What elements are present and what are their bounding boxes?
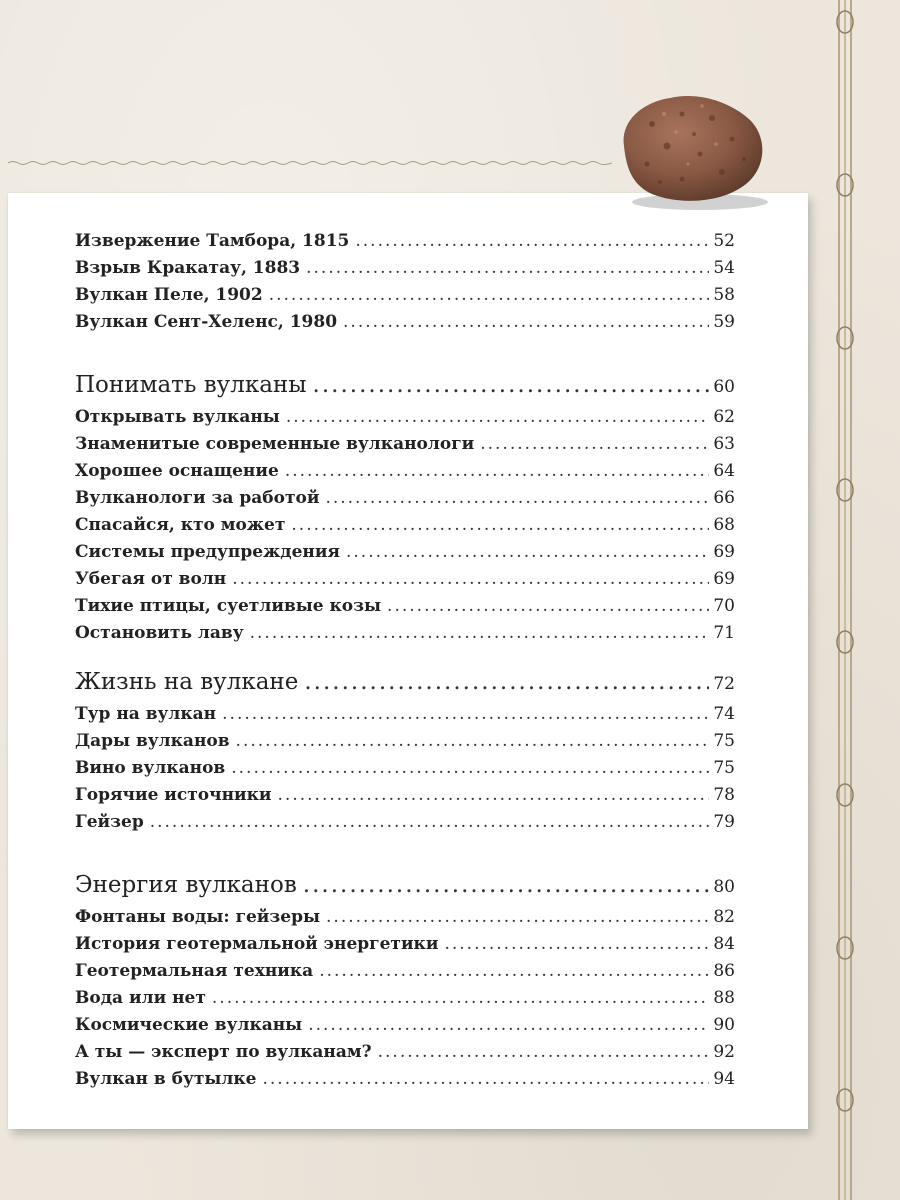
toc-entry[interactable]: [75, 566, 735, 593]
dot-leader: [236, 728, 710, 755]
toc-entry-title: История геотермальной энергетики: [75, 934, 439, 954]
dot-leader: [232, 566, 709, 593]
toc-entry-page: 59: [713, 312, 735, 332]
toc-entry[interactable]: [75, 512, 735, 539]
toc-entry-title: Геотермальная техника: [75, 961, 314, 981]
toc-entry[interactable]: [75, 620, 735, 647]
dot-leader: [303, 872, 710, 899]
toc-entry[interactable]: [75, 755, 735, 782]
toc-entry-page: 79: [713, 812, 735, 832]
toc-entry-page: 75: [713, 731, 735, 751]
toc-entry-title: Системы предупреждения: [75, 542, 340, 562]
toc-entry-page: 86: [713, 961, 735, 981]
toc-entry-title: Фонтаны воды: гейзеры: [75, 907, 321, 927]
toc-entry-title: Дары вулканов: [75, 731, 230, 751]
toc-entry-page: 69: [713, 542, 735, 562]
toc-chapter-heading[interactable]: [75, 372, 735, 404]
dot-leader: [285, 458, 710, 485]
dot-leader: [286, 404, 710, 431]
toc-entry[interactable]: [75, 701, 735, 728]
dot-leader: [308, 1012, 709, 1039]
dot-leader: [444, 931, 709, 958]
toc-entry-title: Вулкан в бутылке: [75, 1069, 257, 1089]
dot-leader: [269, 282, 710, 309]
toc-entry-title: Вулкан Пеле, 1902: [75, 285, 263, 305]
toc-chapter-page: 72: [713, 674, 735, 694]
toc-entry-title: Знаменитые современные вулканологи: [75, 434, 475, 454]
dot-leader: [306, 255, 709, 282]
toc-chapter-page: 60: [713, 377, 735, 397]
dot-leader: [387, 593, 709, 620]
dot-leader: [313, 372, 710, 399]
toc-entry-title: Хорошее оснащение: [75, 461, 279, 481]
toc-entry-page: 75: [713, 758, 735, 778]
toc-entry-title: Гейзер: [75, 812, 144, 832]
dot-leader: [304, 669, 709, 696]
toc-entry-title: Остановить лаву: [75, 623, 244, 643]
spacer: [75, 336, 735, 372]
dot-leader: [250, 620, 710, 647]
toc-entry[interactable]: [75, 809, 735, 836]
toc-entry-page: 71: [713, 623, 735, 643]
toc-chapter-heading[interactable]: [75, 669, 735, 701]
toc-entry-title: Тур на вулкан: [75, 704, 217, 724]
toc-entry[interactable]: [75, 904, 735, 931]
volcanic-rock-icon: [612, 84, 772, 214]
toc-entry[interactable]: [75, 404, 735, 431]
toc-entry-page: 62: [713, 407, 735, 427]
toc-entry-page: 74: [713, 704, 735, 724]
toc-entry[interactable]: [75, 309, 735, 336]
toc-entry[interactable]: [75, 458, 735, 485]
toc-entry[interactable]: [75, 539, 735, 566]
toc-entry[interactable]: [75, 431, 735, 458]
dot-leader: [263, 1066, 710, 1093]
toc-entry-page: 54: [713, 258, 735, 278]
dot-leader: [231, 755, 709, 782]
toc-entry-page: 69: [713, 569, 735, 589]
toc-entry[interactable]: [75, 1039, 735, 1066]
toc-entry[interactable]: [75, 485, 735, 512]
toc-chapter-title: Понимать вулканы: [75, 372, 307, 398]
dot-leader: [150, 809, 710, 836]
toc-entry-title: Вулканологи за работой: [75, 488, 320, 508]
toc-entry[interactable]: [75, 255, 735, 282]
toc-entry[interactable]: [75, 593, 735, 620]
toc-chapter-page: 80: [713, 877, 735, 897]
toc-group-4: [75, 872, 735, 1093]
toc-entry-title: Вода или нет: [75, 988, 206, 1008]
toc-chapter-title: Энергия вулканов: [75, 872, 297, 898]
table-of-contents: [75, 228, 735, 1093]
toc-entry[interactable]: [75, 958, 735, 985]
toc-entry-title: Космические вулканы: [75, 1015, 303, 1035]
toc-entry-page: 82: [713, 907, 735, 927]
toc-entry-title: Вино вулканов: [75, 758, 226, 778]
toc-chapter-heading[interactable]: [75, 872, 735, 904]
spacer: [75, 836, 735, 872]
dot-leader: [278, 782, 710, 809]
toc-entry-page: 94: [713, 1069, 735, 1089]
toc-entry-page: 90: [713, 1015, 735, 1035]
spacer: [75, 647, 735, 669]
toc-group-3: [75, 669, 735, 836]
toc-entry-title: Спасайся, кто может: [75, 515, 286, 535]
dot-leader: [319, 958, 709, 985]
dot-leader: [346, 539, 709, 566]
toc-entry[interactable]: [75, 931, 735, 958]
toc-entry[interactable]: [75, 1012, 735, 1039]
dot-leader: [326, 904, 709, 931]
dot-leader: [480, 431, 709, 458]
toc-entry-title: Вулкан Сент-Хеленс, 1980: [75, 312, 338, 332]
toc-entry[interactable]: [75, 228, 735, 255]
toc-entry[interactable]: [75, 1066, 735, 1093]
toc-entry-page: 52: [713, 231, 735, 251]
toc-entry-title: Извержение Тамбора, 1815: [75, 231, 350, 251]
dot-leader: [325, 485, 709, 512]
toc-entry-page: 70: [713, 596, 735, 616]
toc-entry-page: 84: [713, 934, 735, 954]
toc-entry-page: 68: [713, 515, 735, 535]
dot-leader: [212, 985, 709, 1012]
dot-leader: [355, 228, 709, 255]
dot-leader: [291, 512, 709, 539]
toc-entry-title: Тихие птицы, суетливые козы: [75, 596, 382, 616]
toc-entry-page: 88: [713, 988, 735, 1008]
decorative-top-rule: [8, 160, 612, 166]
dot-leader: [378, 1039, 710, 1066]
toc-entry-page: 64: [713, 461, 735, 481]
toc-entry[interactable]: [75, 985, 735, 1012]
toc-group-1: [75, 228, 735, 336]
toc-entry-page: 66: [713, 488, 735, 508]
toc-entry-title: Горячие источники: [75, 785, 272, 805]
toc-entry-title: Убегая от волн: [75, 569, 227, 589]
toc-entry[interactable]: [75, 282, 735, 309]
rope-border-icon: [830, 0, 860, 1200]
toc-entry-page: 58: [713, 285, 735, 305]
toc-entry-title: А ты — эксперт по вулканам?: [75, 1042, 372, 1062]
toc-chapter-title: Жизнь на вулкане: [75, 669, 299, 695]
toc-group-2: [75, 372, 735, 647]
dot-leader: [222, 701, 709, 728]
toc-entry[interactable]: [75, 782, 735, 809]
dot-leader: [343, 309, 709, 336]
toc-entry-page: 92: [713, 1042, 735, 1062]
toc-entry-title: Взрыв Кракатау, 1883: [75, 258, 301, 278]
toc-entry-title: Открывать вулканы: [75, 407, 280, 427]
toc-entry-page: 63: [713, 434, 735, 454]
toc-entry-page: 78: [713, 785, 735, 805]
toc-entry[interactable]: [75, 728, 735, 755]
